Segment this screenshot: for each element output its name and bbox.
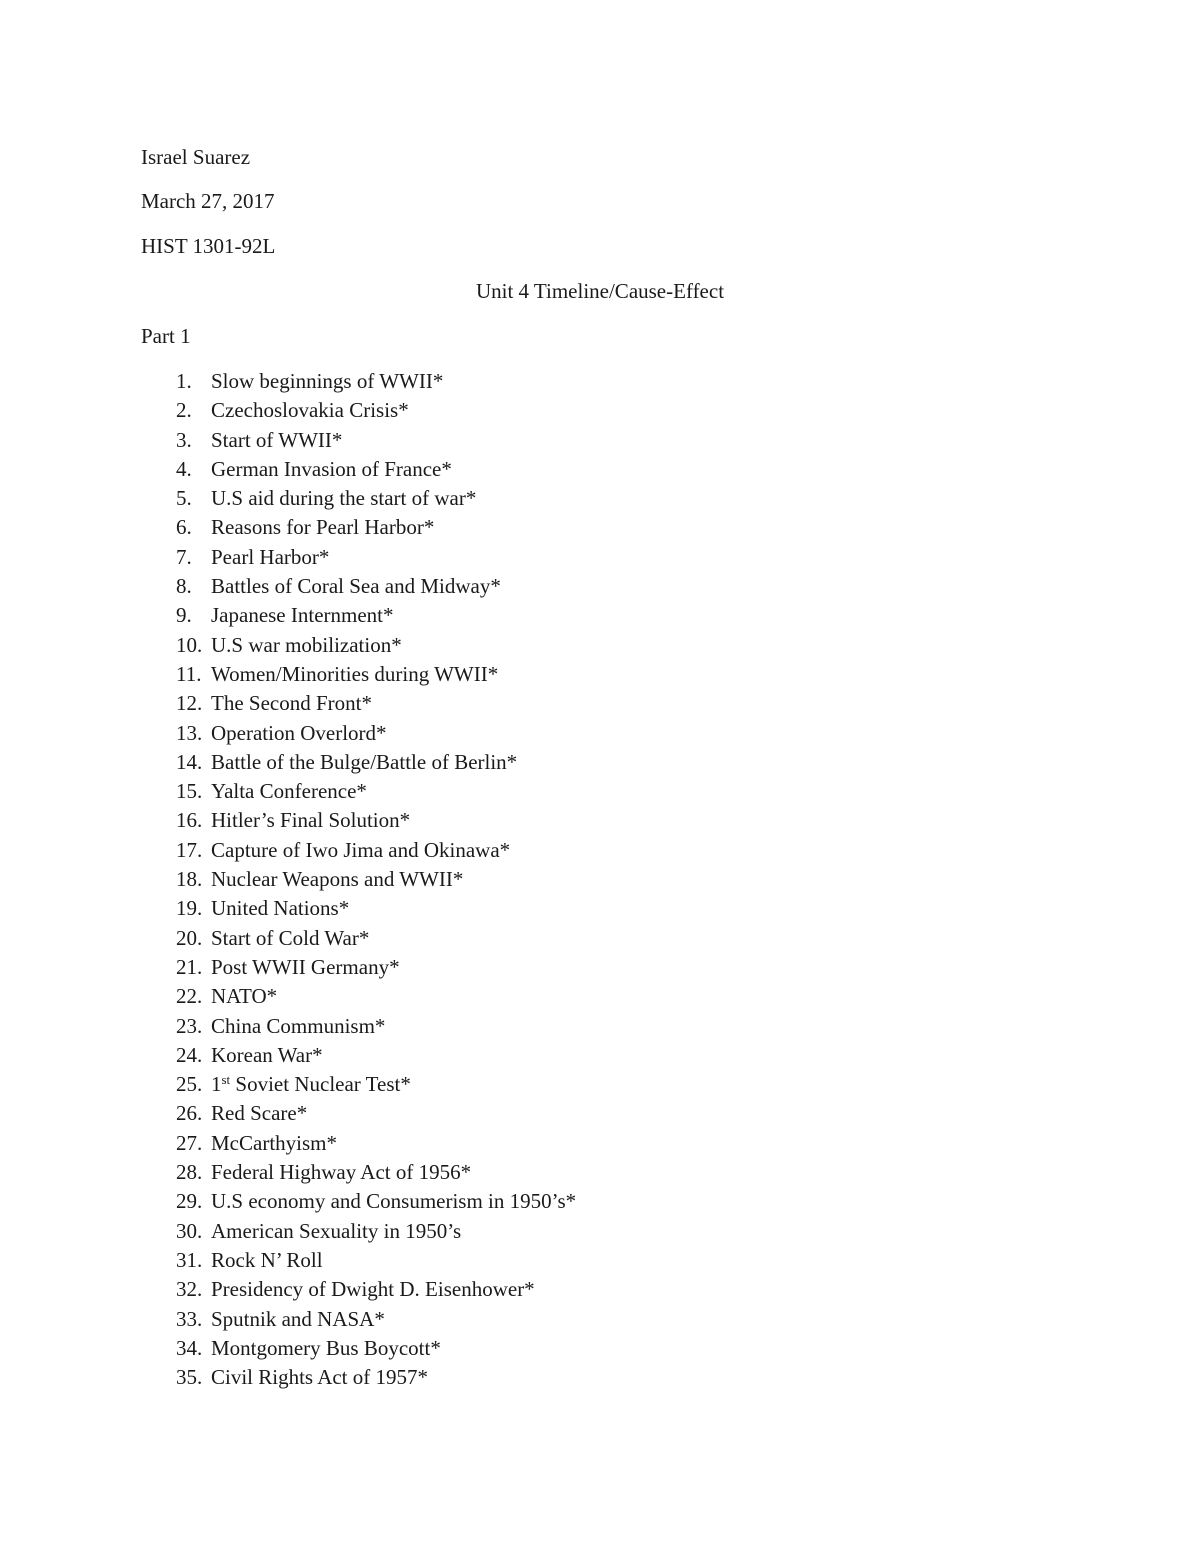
list-item-text: Federal Highway Act of 1956* xyxy=(211,1160,472,1185)
list-item-text: McCarthyism* xyxy=(211,1130,337,1155)
list-item-text: Women/Minorities during WWII* xyxy=(211,661,499,686)
list-item-text: United Nations* xyxy=(211,896,350,921)
list-item-text: Pearl Harbor* xyxy=(211,544,330,569)
list-item-number: 11. xyxy=(176,661,202,686)
list-item-text: Operation Overlord* xyxy=(211,720,387,745)
list-item-text-ordinal: 1 xyxy=(211,1072,222,1097)
list-item-number: 29. xyxy=(176,1189,203,1214)
list-item-text: Start of Cold War* xyxy=(211,925,370,950)
list-item-number: 27. xyxy=(176,1130,203,1155)
document-date: March 27, 2017 xyxy=(141,189,275,213)
list-item-number: 26. xyxy=(176,1101,203,1126)
list-item-text: Hitler’s Final Solution* xyxy=(211,808,411,833)
list-item-text: Rock N’ Roll xyxy=(211,1247,323,1272)
list-item-number: 22. xyxy=(176,984,203,1009)
list-item-text: Sputnik and NASA* xyxy=(211,1306,385,1331)
list-item-text: U.S economy and Consumerism in 1950’s* xyxy=(211,1189,577,1214)
list-item-number: 8. xyxy=(176,574,192,599)
list-item-text: NATO* xyxy=(211,984,278,1009)
list-item-number: 20. xyxy=(176,925,203,950)
list-item-number: 7. xyxy=(176,544,192,569)
list-item-number: 34. xyxy=(176,1335,203,1360)
course-code: HIST 1301-92L xyxy=(141,234,276,258)
list-item-number: 10. xyxy=(176,632,203,657)
list-item-number: 35. xyxy=(176,1365,203,1390)
list-item-number: 24. xyxy=(176,1042,203,1067)
document-title: Unit 4 Timeline/Cause-Effect xyxy=(475,279,725,303)
list-item-text: Montgomery Bus Boycott* xyxy=(211,1335,441,1360)
list-item-text xyxy=(211,1072,411,1096)
list-item-text: Nuclear Weapons and WWII* xyxy=(211,867,464,892)
list-item-number: 25. xyxy=(176,1072,203,1097)
list-item-text: China Communism* xyxy=(211,1013,386,1038)
list-item-number: 3. xyxy=(176,427,192,452)
list-item-text: The Second Front* xyxy=(211,691,372,716)
list-item-text: Capture of Iwo Jima and Okinawa* xyxy=(211,837,511,862)
list-item-text: Civil Rights Act of 1957* xyxy=(211,1365,429,1390)
list-item-text: Slow beginnings of WWII* xyxy=(211,369,444,393)
list-item-number: 30. xyxy=(176,1218,203,1243)
list-item-number: 9. xyxy=(176,603,192,628)
list-item-number: 12. xyxy=(176,691,203,716)
list-item-text: Battle of the Bulge/Battle of Berlin* xyxy=(211,749,518,774)
list-item-text: Yalta Conference* xyxy=(211,779,367,804)
list-item-number: 16. xyxy=(176,808,203,833)
list-item-text: Japanese Internment* xyxy=(211,603,394,628)
list-item-number: 32. xyxy=(176,1277,203,1302)
list-item-number: 1. xyxy=(176,369,192,393)
list-item-text: German Invasion of France* xyxy=(211,456,452,481)
list-item-number: 18. xyxy=(176,867,203,892)
list-item-number: 2. xyxy=(176,398,192,423)
list-item-text: U.S war mobilization* xyxy=(211,632,402,657)
list-item-number: 14. xyxy=(176,749,203,774)
list-item-number: 17. xyxy=(176,837,203,862)
list-item-number: 21. xyxy=(176,954,203,979)
list-item-text: American Sexuality in 1950’s xyxy=(211,1218,462,1243)
list-item-number: 28. xyxy=(176,1160,203,1185)
list-item-text-rest: Soviet Nuclear Test* xyxy=(230,1072,411,1097)
list-item-number: 13. xyxy=(176,720,203,745)
list-item-number: 4. xyxy=(176,456,192,481)
list-item-number: 33. xyxy=(176,1306,203,1331)
list-item-text: Reasons for Pearl Harbor* xyxy=(211,515,435,540)
list-item-text: Red Scare* xyxy=(211,1101,308,1126)
list-item-text: Presidency of Dwight D. Eisenhower* xyxy=(211,1277,535,1302)
list-item-text: Battles of Coral Sea and Midway* xyxy=(211,574,501,599)
list-item-text: Start of WWII* xyxy=(211,427,343,452)
list-item-text: U.S aid during the start of war* xyxy=(211,486,477,511)
list-item-number: 5. xyxy=(176,486,192,511)
list-item-text: Korean War* xyxy=(211,1042,323,1067)
ordinal-suffix: st xyxy=(221,1072,231,1088)
list-item-number: 15. xyxy=(176,779,203,804)
list-item-number: 23. xyxy=(176,1013,203,1038)
list-item-number: 6. xyxy=(176,515,192,540)
list-item-number: 31. xyxy=(176,1247,203,1272)
part-heading: Part 1 xyxy=(141,324,191,348)
list-item-text: Post WWII Germany* xyxy=(211,954,400,979)
author-name: Israel Suarez xyxy=(141,145,251,169)
list-item-text: Czechoslovakia Crisis* xyxy=(211,398,409,423)
list-item-number: 19. xyxy=(176,896,203,921)
